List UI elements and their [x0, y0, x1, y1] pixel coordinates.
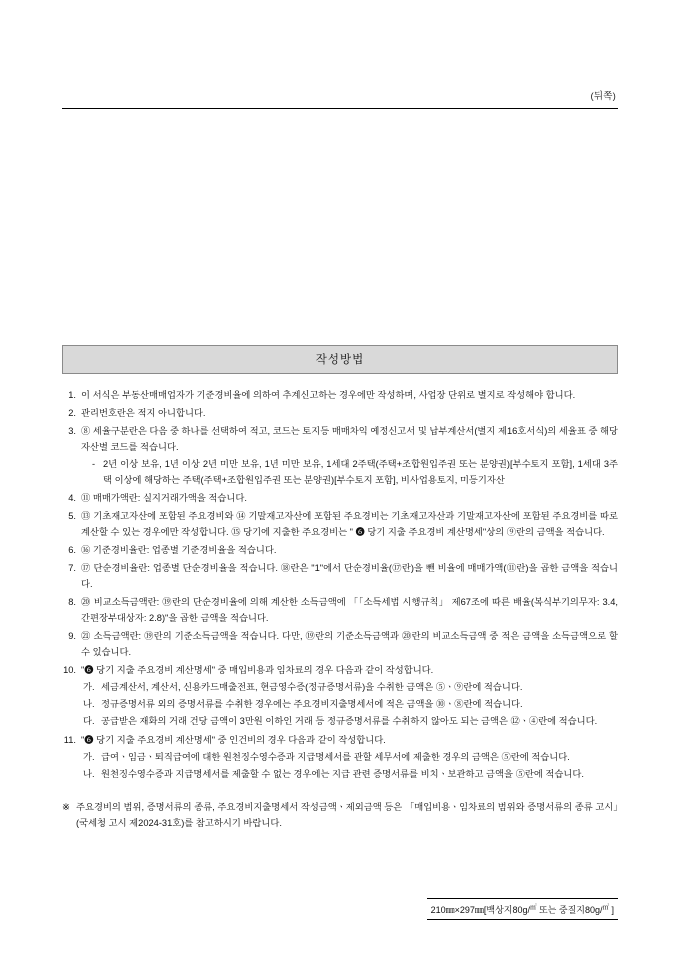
item-text: 이 서식은 부동산매매업자가 기준경비율에 의하여 추계신고하는 경우에만 작성하며, 사업장 단위로 별지로 작성해야 합니다. — [81, 390, 576, 400]
note-text: 주요경비의 범위, 증명서류의 종류, 주요경비지출명세서 작성금액ㆍ제외금액 등은 「매입비용ㆍ임차료의 범위와 증명서류의 종류 고시」(국세청 고시 제2024-31호)를 참고하시기 바랍니다. — [76, 801, 618, 828]
page-footer — [62, 898, 618, 920]
item-number: 7. — [68, 562, 76, 573]
list-item — [62, 491, 618, 507]
item-text: ⑰ 단순경비율란: 업종별 단순경비율을 적습니다. ⑱란은 "1"에서 단순경비율(⑰란)을 뺀 비율에 매매가액(⑪란)을 곱한 금액을 적습니다. — [81, 562, 618, 589]
sub-item-text: 세금계산서, 계산서, 신용카드매출전표, 현금영수증(정규증명서류)을 수취한 금액은 ⑤ㆍ⑨란에 적습니다. — [101, 681, 523, 692]
sub-list — [81, 750, 618, 783]
item-body — [81, 561, 618, 593]
item-number: 3. — [68, 425, 76, 436]
item-body — [81, 629, 618, 661]
list-item — [62, 543, 618, 559]
list-item — [62, 388, 618, 404]
sub-list-item — [81, 714, 618, 730]
item-text: ㉑ 소득금액란: ⑲란의 기준소득금액을 적습니다. 다만, ⑲란의 기준소득금액과 ⑳란의 비교소득금액 중 적은 금액을 소득금액으로 할 수 있습니다. — [81, 630, 618, 657]
sub-item-number: 가. — [83, 681, 95, 692]
item-text: "❻ 당기 지출 주요경비 계산명세" 중 매입비용과 임차료의 경우 다음과 같이 작성합니다. — [81, 664, 434, 675]
item-number: 9. — [68, 630, 76, 641]
note-mark-icon: ※ — [62, 801, 70, 812]
item-number: 2. — [68, 407, 76, 418]
item-body — [81, 733, 618, 784]
item-number: 8. — [68, 596, 76, 607]
sub-item-number: 가. — [83, 751, 95, 762]
dash-text: 2년 이상 보유, 1년 이상 2년 미만 보유, 1년 미만 보유, 1세대 2주택(주택+조합원입주권 또는 분양권)[부수토지 포함], 1세대 3주택 이상에 해당하는 주택(주택+조합원입주권 또는 분양권)[부수토지 포함], 비사업용토지, 미등기자산 — [103, 458, 618, 485]
item-text: ⑬ 기초재고자산에 포함된 주요경비와 ⑭ 기말재고자산에 포함된 주요경비는 기초재고자산과 기말재고자산에 포함된 주요경비를 따로 계산할 수 있는 경우에만 작성합니다. ⑮ 당기에 지출한 주요경비는 " ❻ 당기 지출 주요경비 계산명세"상의 ⑨란의 금액을 적습니다. — [81, 510, 618, 537]
item-text: ⑳ 비교소득금액란: ⑲란의 단순경비율에 의해 계산한 소득금액에 「「소득세법 시행규칙」 제67조에 따른 배율(복식부기의무자: 3.4, 간편장부대상자: 2.8)"을 곱한 금액을 적습니다. — [81, 596, 618, 623]
list-item — [62, 424, 618, 489]
item-body — [81, 595, 618, 627]
paper-size-part2: 또는 중질지80g/ — [536, 905, 603, 915]
sub-item-number: 나. — [83, 768, 95, 779]
sub-list-item — [81, 750, 618, 766]
sub-item-text: 원천징수영수증과 지급명세서를 제출할 수 없는 경우에는 지급 관련 증명서류를 비치ㆍ보관하고 금액을 ⑤란에 적습니다. — [101, 768, 584, 779]
list-item — [62, 561, 618, 593]
item-text: 관리번호란은 적지 아니합니다. — [81, 407, 206, 418]
item-body — [81, 406, 618, 422]
list-item — [62, 595, 618, 627]
instructions-content — [62, 388, 618, 832]
paper-size-note — [427, 898, 618, 920]
item-number: 1. — [68, 390, 76, 400]
item-body — [81, 491, 618, 507]
item-body — [81, 663, 618, 731]
item-number: 11. — [63, 734, 76, 745]
dash-mark: - — [92, 458, 96, 469]
item-body — [81, 509, 618, 541]
item-body — [81, 543, 618, 559]
sub-list-item — [81, 697, 618, 713]
item-number: 5. — [68, 510, 76, 521]
list-item — [62, 663, 618, 731]
sub-item-text: 공급받은 재화의 거래 건당 금액이 3만원 이하인 거래 등 정규증명서류를 수취하지 않아도 되는 금액은 ⑫ㆍ④란에 적습니다. — [101, 715, 598, 726]
item-text: ⑯ 기준경비율란: 업종별 기준경비율을 적습니다. — [81, 544, 277, 555]
sub-list — [81, 680, 618, 730]
footnote — [62, 800, 618, 832]
sub-item-number: 다. — [83, 715, 95, 726]
page-corner-note: (뒤쪽) — [590, 91, 616, 102]
dash-line — [92, 457, 618, 489]
paper-unit-1: ㎡ — [529, 904, 537, 911]
item-number: 6. — [68, 544, 76, 555]
paper-size-part3: ] — [608, 905, 614, 915]
paper-unit-2: ㎡ — [602, 904, 609, 911]
sub-item-text: 급여ㆍ임금ㆍ퇴직급여에 대한 원천징수영수증과 지급명세서를 관할 세무서에 제출한 경우의 금액은 ⑤란에 적습니다. — [101, 751, 570, 762]
list-item — [62, 509, 618, 541]
paper-size-part1: 210㎜×297㎜[백상지80g/ — [430, 905, 530, 915]
list-item — [62, 406, 618, 422]
blank-area — [62, 109, 618, 345]
section-title: 작성방법 — [62, 345, 618, 374]
list-item — [62, 629, 618, 661]
item-number: 4. — [68, 492, 76, 503]
item-text: ⑧ 세율구분란은 다음 중 하나를 선택하여 적고, 코드는 토지등 매매차익 예정신고서 및 납부계산서(별지 제16호서식)의 세율표 중 해당 자산별 코드를 적습니다. — [81, 425, 618, 452]
item-text: "❻ 당기 지출 주요경비 계산명세" 중 인건비의 경우 다음과 같이 작성합니다. — [81, 734, 386, 745]
list-item — [62, 733, 618, 784]
sub-item-text: 정규증명서류 외의 증명서류를 수취한 경우에는 주요경비지출명세서에 적은 금액을 ⑩ㆍ⑧란에 적습니다. — [101, 698, 523, 709]
sub-list-item — [81, 680, 618, 696]
sub-item-number: 나. — [83, 698, 95, 709]
item-body — [81, 424, 618, 489]
item-text: ⑪ 매매가액란: 실지거래가액을 적습니다. — [81, 492, 247, 503]
sub-list-item — [81, 767, 618, 783]
instruction-list — [62, 388, 618, 784]
item-number: 10. — [63, 664, 76, 675]
item-body — [81, 388, 618, 404]
